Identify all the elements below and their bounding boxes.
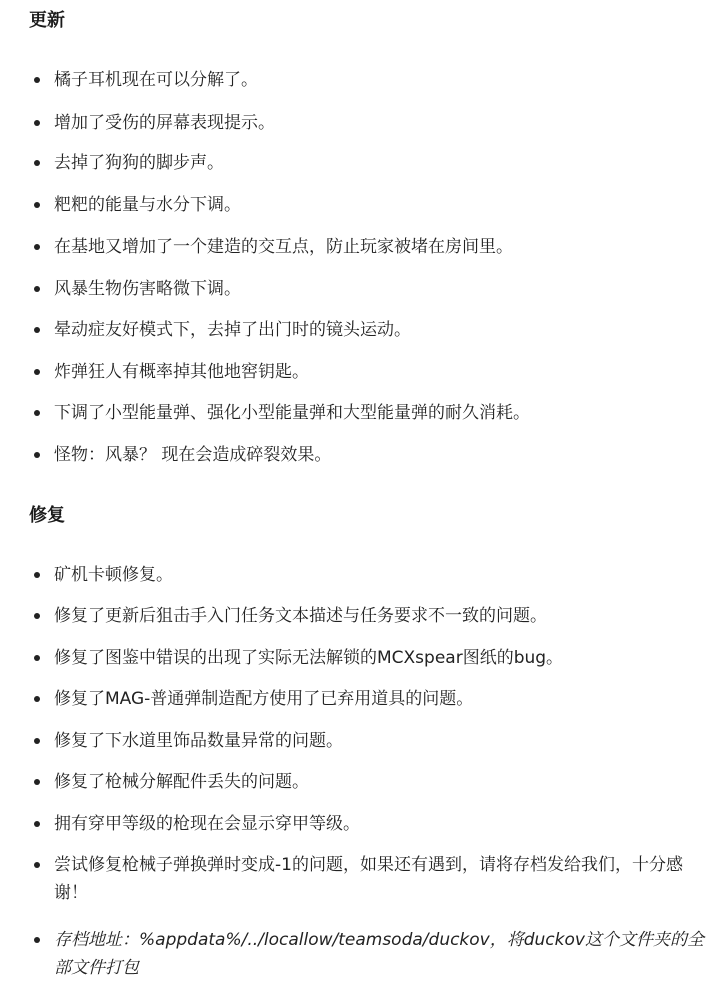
list-item-text: 风暴生物伤害略微下调。: [54, 279, 241, 299]
section-heading-updates: 更新: [29, 10, 65, 31]
bullet-icon: [34, 779, 40, 785]
list-item-text: 修复了枪械分解配件丢失的问题。: [54, 772, 309, 792]
bullet-icon: [34, 160, 40, 166]
bullet-icon: [34, 244, 40, 250]
list-item-text: 去掉了狗狗的脚步声。: [54, 153, 224, 173]
bullet-icon: [34, 286, 40, 292]
save-path-note: 存档地址：%appdata%/../locallow/teamsoda/duckov，将duckov这个文件夹的全部文件打包: [54, 930, 704, 978]
list-item-text: 拥有穿甲等级的枪现在会显示穿甲等级。: [54, 814, 360, 834]
bullet-icon: [34, 120, 40, 126]
list-item-text: 橘子耳机现在可以分解了。: [54, 70, 258, 90]
list-item-text: 在基地又增加了一个建造的交互点，防止玩家被堵在房间里。: [54, 237, 513, 257]
bullet-icon: [34, 369, 40, 375]
bullet-icon: [34, 572, 40, 578]
list-item-text: 晕动症友好模式下，去掉了出门时的镜头运动。: [54, 320, 411, 340]
bullet-icon: [34, 821, 40, 827]
bullet-icon: [34, 937, 40, 943]
bullet-icon: [34, 655, 40, 661]
list-item-text: 炸弹狂人有概率掉其他地窖钥匙。: [54, 362, 309, 382]
list-item-text: 增加了受伤的屏幕表现提示。: [54, 113, 275, 133]
list-item-text: 下调了小型能量弹、强化小型能量弹和大型能量弹的耐久消耗。: [54, 403, 530, 423]
bullet-icon: [34, 862, 40, 868]
bullet-icon: [34, 327, 40, 333]
bullet-icon: [34, 738, 40, 744]
list-item-text: 修复了图鉴中错误的出现了实际无法解锁的MCXspear图纸的bug。: [54, 648, 564, 668]
bullet-icon: [34, 202, 40, 208]
bullet-icon: [34, 77, 40, 83]
list-item-text: 尝试修复枪械子弹换弹时变成-1的问题，如果还有遇到，请将存档发给我们，十分感谢！: [54, 855, 683, 903]
list-item-text: 修复了更新后狙击手入门任务文本描述与任务要求不一致的问题。: [54, 606, 547, 626]
list-item-text: 矿机卡顿修复。: [54, 565, 173, 585]
bullet-icon: [34, 410, 40, 416]
section-heading-fixes: 修复: [29, 505, 65, 526]
bullet-icon: [34, 452, 40, 458]
bullet-icon: [34, 613, 40, 619]
list-item-text: 修复了MAG-普通弹制造配方使用了已弃用道具的问题。: [54, 689, 474, 709]
list-item-text: 粑粑的能量与水分下调。: [54, 195, 241, 215]
list-item-text: 修复了下水道里饰品数量异常的问题。: [54, 731, 343, 751]
list-item-text: 怪物：风暴？ 现在会造成碎裂效果。: [54, 445, 332, 465]
bullet-icon: [34, 696, 40, 702]
